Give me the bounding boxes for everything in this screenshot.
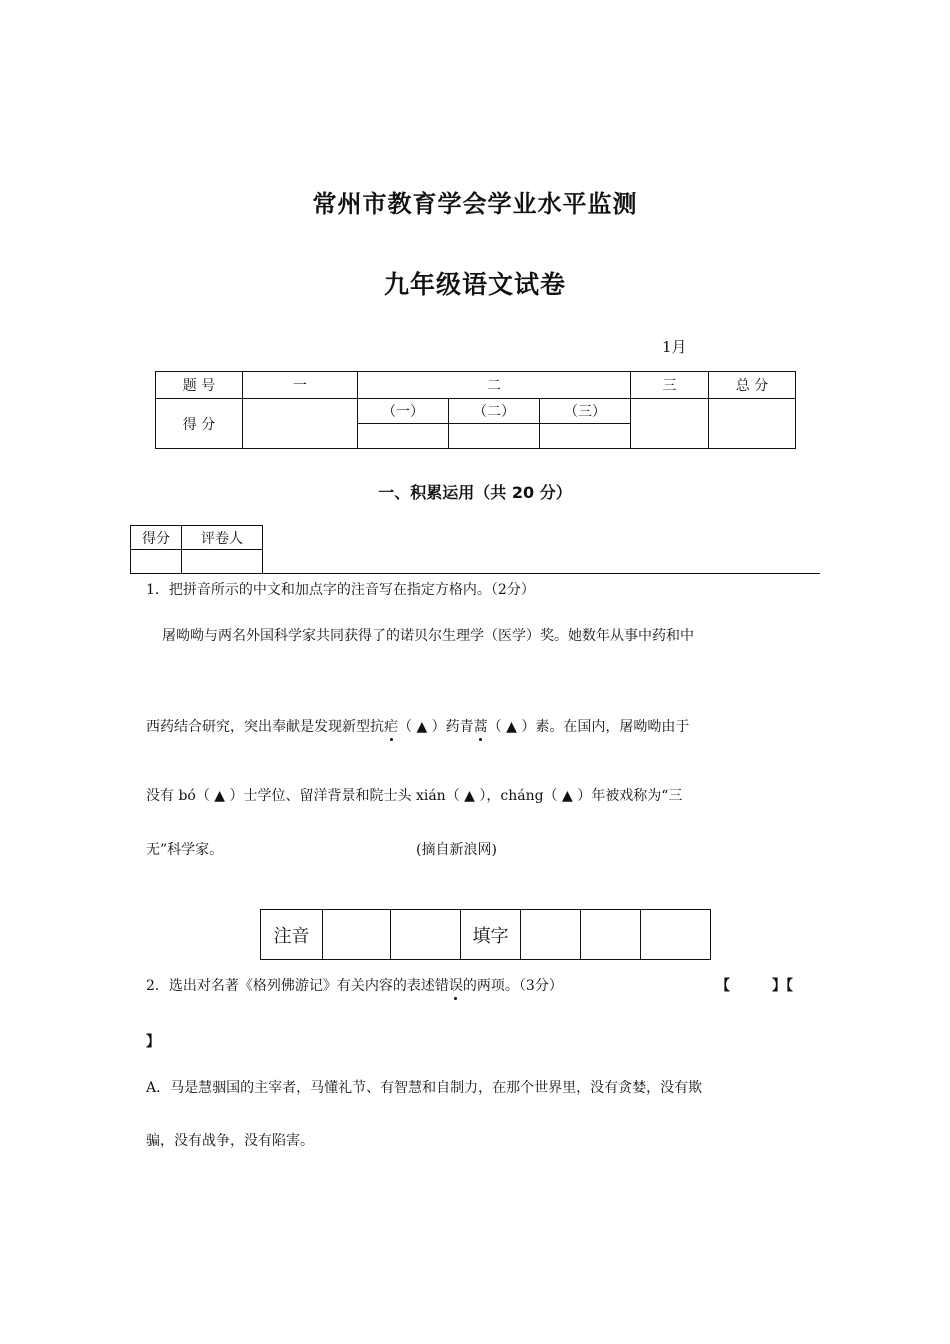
answer-brackets[interactable]: 【 】【 xyxy=(716,978,793,994)
grader-score-cell[interactable] xyxy=(131,550,182,574)
exam-org-title: 常州市教育学会学业水平监测 xyxy=(312,189,638,218)
score-cell-part2-3[interactable] xyxy=(540,424,631,449)
option-a-line-2: 骗，没有战争，没有陷害。 xyxy=(146,1133,314,1149)
answer-grid xyxy=(260,909,711,960)
dotted-word-wrong: 错误的 xyxy=(434,978,477,994)
question-1-passage-line-3: 没有 bó（ ▲ ）士学位、留洋背景和院士头 xián（ ▲ ），cháng（ ▲ ）年被戏称为“三 xyxy=(146,788,683,804)
question-1-prompt: 1．把拼音所示的中文和加点字的注音写在指定方格内。（2分） xyxy=(146,582,535,598)
grader-reviewer-label: 评卷人 xyxy=(182,526,263,550)
score-cell-part2-1[interactable] xyxy=(358,424,449,449)
passage-source: (摘自新浪网) xyxy=(416,842,497,858)
score-table-header-part3: 三 xyxy=(631,372,709,399)
question-1-passage-line-2 xyxy=(146,716,689,736)
question-2-prompt xyxy=(146,975,563,995)
answer-cell-char-2[interactable] xyxy=(581,910,641,960)
section-title: 一、积累运用（共 20 分） xyxy=(378,483,572,502)
passage-text: （ ▲ ）素。在国内，屠呦呦由于 xyxy=(487,719,690,735)
score-table-header-part2: 二 xyxy=(358,372,631,399)
score-subheader-3: （三） xyxy=(540,399,631,424)
answer-cell-pinyin-2[interactable] xyxy=(391,910,461,960)
dotted-char-hao: 蒿 xyxy=(473,719,488,735)
score-cell-total[interactable] xyxy=(709,399,796,449)
score-cell-part1[interactable] xyxy=(243,399,358,449)
question-1-passage-line-1: 屠呦呦与两名外国科学家共同获得了的诺贝尔生理学（医学）奖。她数年从事中药和中 xyxy=(162,628,694,644)
option-a-line-1: A．马是慧骃国的主宰者，马懂礼节、有智慧和自制力，在那个世界里，没有贪婪，没有欺 xyxy=(146,1080,703,1096)
score-cell-part2-2[interactable] xyxy=(449,424,540,449)
answer-cell-char-3[interactable] xyxy=(641,910,711,960)
score-table-row-label: 得 分 xyxy=(156,399,243,449)
prompt-text: 两项。（3分） xyxy=(476,978,563,994)
prompt-text: 2．选出对名著《格列佛游记》有关内容的表述 xyxy=(146,978,435,994)
grader-score-label: 得分 xyxy=(131,526,182,550)
score-cell-part3[interactable] xyxy=(631,399,709,449)
grader-table xyxy=(130,525,263,574)
score-table xyxy=(155,371,796,449)
grader-reviewer-cell[interactable] xyxy=(182,550,263,574)
dotted-char-nue: 疟 xyxy=(384,719,398,735)
score-subheader-1: （一） xyxy=(358,399,449,424)
answer-grid-fill-label: 填字 xyxy=(461,910,521,960)
section-divider xyxy=(262,573,820,574)
score-table-header-label: 题 号 xyxy=(156,372,243,399)
answer-grid-pinyin-label: 注音 xyxy=(261,910,323,960)
exam-paper-title: 九年级语文试卷 xyxy=(383,270,566,299)
passage-text: 西药结合研究，突出奉献是发现新型抗 xyxy=(146,719,384,735)
answer-cell-char-1[interactable] xyxy=(521,910,581,960)
answer-cell-pinyin-1[interactable] xyxy=(323,910,391,960)
question-1-passage-line-4: 无”科学家。 xyxy=(146,842,224,858)
exam-date: 1月 xyxy=(662,338,687,356)
score-table-header-part1: 一 xyxy=(243,372,358,399)
answer-bracket-close: 】 xyxy=(146,1034,160,1050)
passage-text: （ ▲ ）药青 xyxy=(398,719,474,735)
score-table-header-total: 总 分 xyxy=(709,372,796,399)
score-subheader-2: （二） xyxy=(449,399,540,424)
